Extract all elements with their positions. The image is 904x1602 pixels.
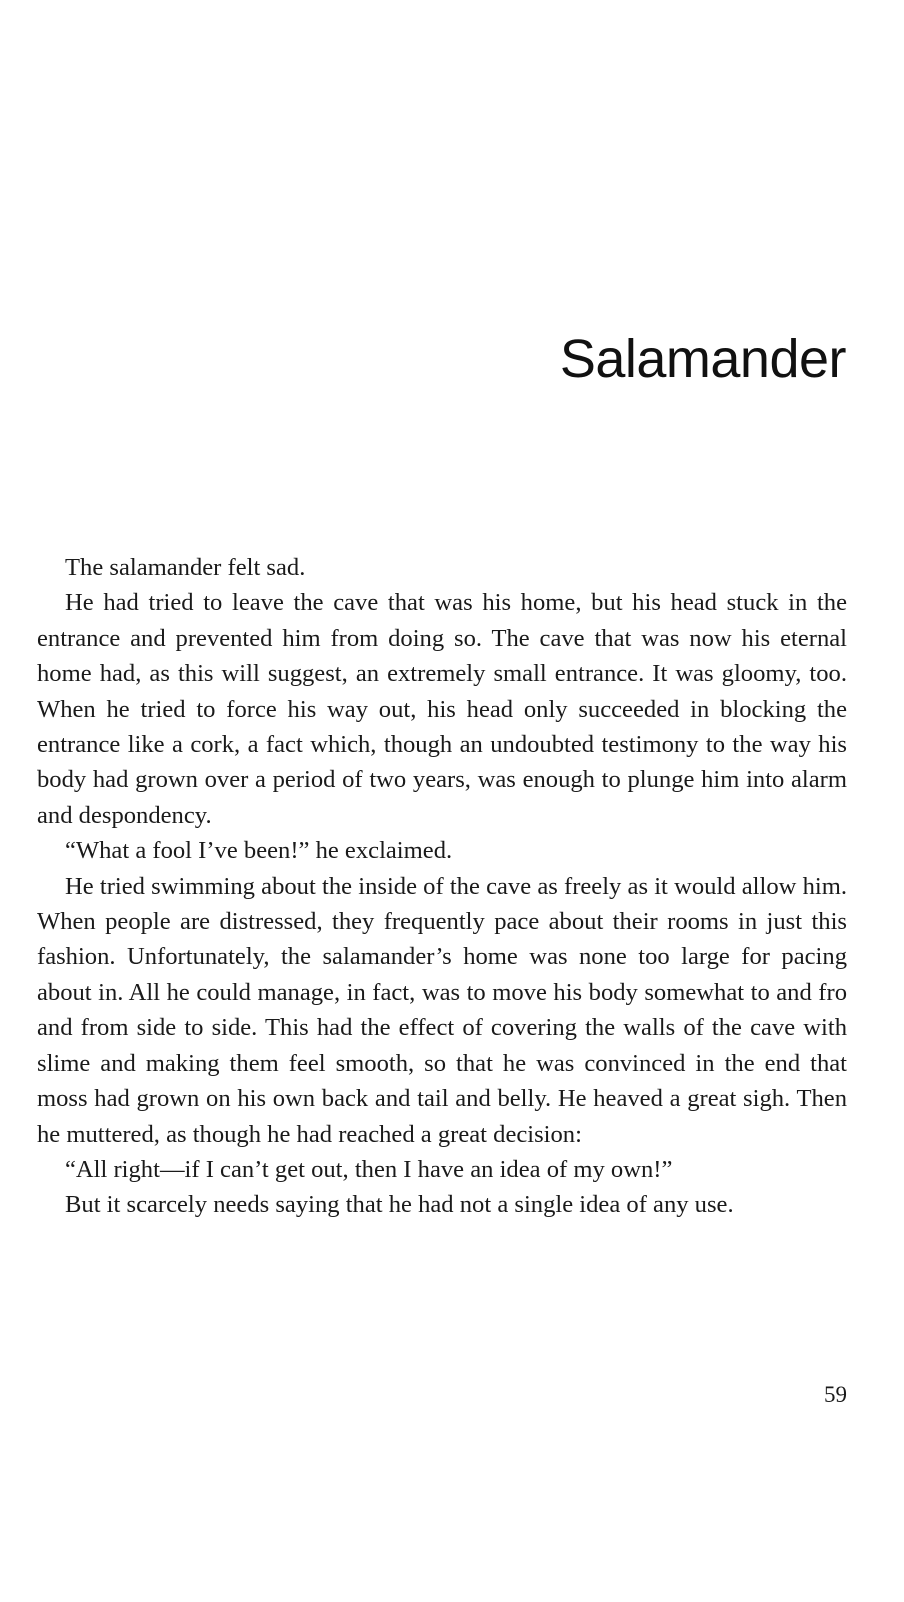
paragraph: He tried swimming about the inside of the cave as freely as it would allow him. When people are distressed, they frequently pace about their rooms in just this fashion. Unfortunately, the salamander’s home was none too large for pacing about in. All he could manage, in fact, was to move his body somewhat to and fro and from side to side. This had the effect of covering the walls of the cave with slime and making them feel smooth, so that he was convinced in the end that moss had grown on his own back and tail and belly. He heaved a great sigh. Then he muttered, as though he had reached a great decision: (37, 872, 847, 1148)
chapter-body (37, 550, 847, 1223)
page-number: 59 (824, 1382, 847, 1407)
paragraph: “All right—if I can’t get out, then I have an idea of my own!” (65, 1155, 673, 1183)
paragraph: But it scarcely needs saying that he had not a single idea of any use. (65, 1191, 734, 1219)
chapter-title: Salamander (559, 329, 846, 389)
paragraph: He had tried to leave the cave that was his home, but his head stuck in the entrance and prevented him from doing so. The cave that was now his eternal home had, as this will suggest, an extremely small entrance. It was gloomy, too. When he tried to force his way out, his head only succeeded in blocking the entrance like a cork, a fact which, though an undoubted testimony to the way his body had grown over a period of two years, was enough to plunge him into alarm and despondency. (37, 589, 847, 829)
paragraph: “What a fool I’ve been!” he exclaimed. (65, 837, 453, 865)
paragraph: The salamander felt sad. (65, 554, 306, 581)
